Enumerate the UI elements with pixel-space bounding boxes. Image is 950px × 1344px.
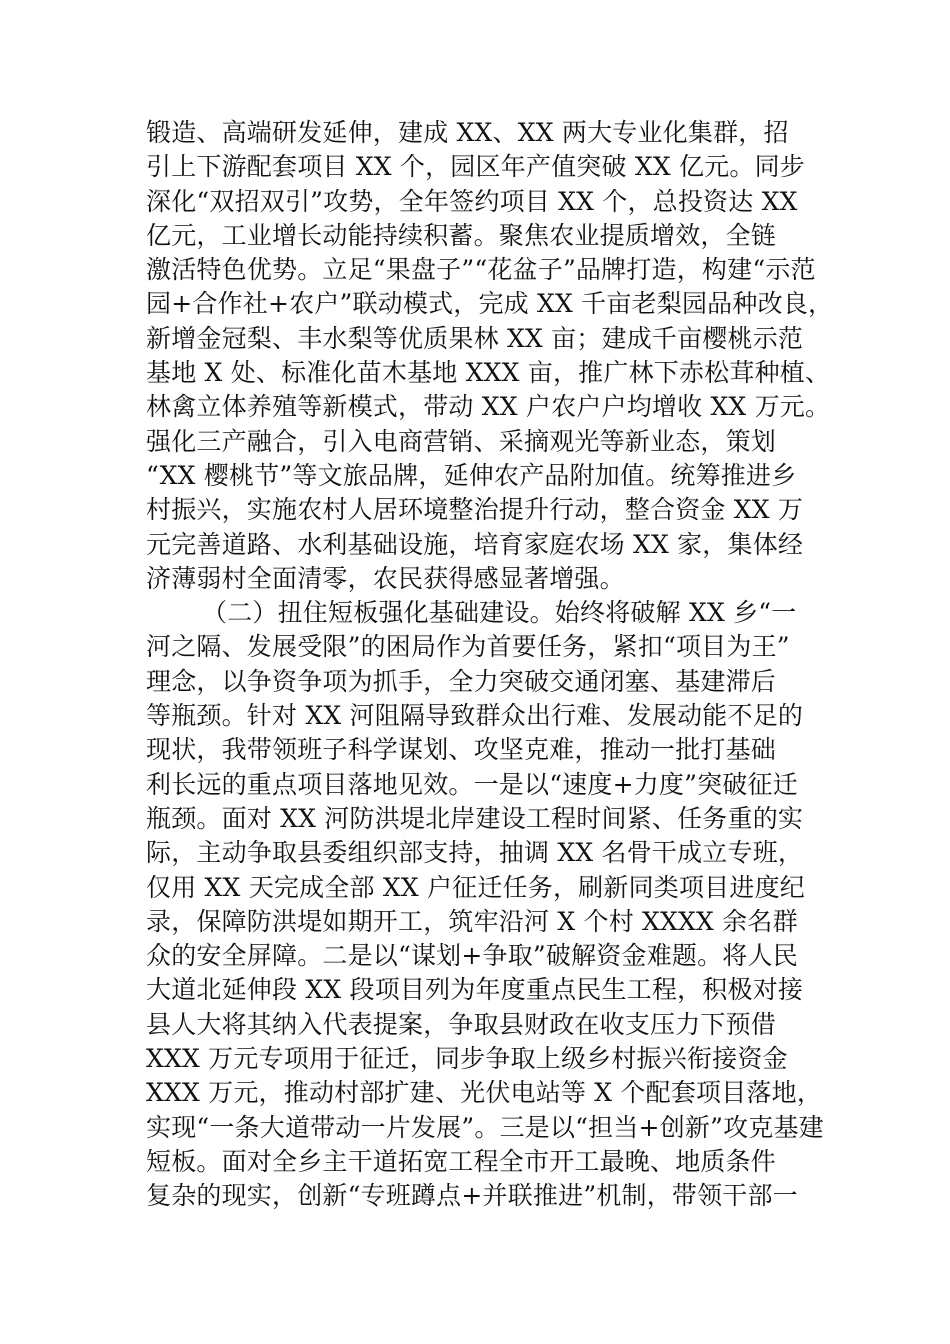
text-line: 基地 X 处、标准化苗木基地 XXX 亩，推广林下赤松茸种植、 xyxy=(146,358,831,388)
text-line: 新增金冠梨、丰水梨等优质果林 XX 亩；建成千亩樱桃示范 xyxy=(146,323,804,353)
text-line: XXX 万元，推动村部扩建、光伏电站等 X 个配套项目落地， xyxy=(146,1078,823,1108)
text-line: 引上下游配套项目 XX 个，园区年产值突破 XX 亿元。同步 xyxy=(146,152,805,182)
text-line: 复杂的现实，创新“专班蹲点+并联推进”机制，带领干部一 xyxy=(146,1181,798,1211)
text-line: 瓶颈。面对 XX 河防洪堤北岸建设工程时间紧、任务重的实 xyxy=(146,803,804,833)
text-line: 园+合作社+农户”联动模式，完成 XX 千亩老梨园品种改良， xyxy=(146,289,834,319)
text-line: 现状，我带领班子科学谋划、攻坚克难，推动一批打基础 xyxy=(146,735,777,765)
text-line: XXX 万元专项用于征迁，同步争取上级乡村振兴衔接资金 xyxy=(146,1044,788,1074)
body-text xyxy=(146,116,846,1214)
text-line: 录，保障防洪堤如期开工，筑牢沿河 X 个村 XXXX 余名群 xyxy=(146,906,798,936)
text-line: 元完善道路、水利基础设施，培育家庭农场 XX 家，集体经 xyxy=(146,529,804,559)
text-line: 际，主动争取县委组织部支持，抽调 XX 名骨干成立专班， xyxy=(146,838,804,868)
text-line: 锻造、高端研发延伸，建成 XX、XX 两大专业化集群，招 xyxy=(146,118,789,147)
text-line: 河之隔、发展受限”的困局作为首要任务，紧扣“项目为王” xyxy=(146,632,790,662)
text-line: 强化三产融合，引入电商营销、采摘观光等新业态，策划 xyxy=(146,426,777,456)
text-line: 深化“双招双引”攻势，全年签约项目 XX 个，总投资达 XX xyxy=(146,186,798,216)
text-line: 实现“一条大道带动一片发展”。三是以“担当+创新”攻克基建 xyxy=(146,1112,824,1142)
text-line: 理念，以争资争项为抓手，全力突破交通闭塞、基建滞后 xyxy=(146,666,777,696)
text-line: 林禽立体养殖等新模式，带动 XX 户农户户均增收 XX 万元。 xyxy=(146,392,831,422)
text-line: 激活特色优势。立足“果盘子”“花盆子”品牌打造，构建“示范 xyxy=(146,255,816,285)
text-line: 大道北延伸段 XX 段项目列为年度重点民生工程，积极对接 xyxy=(146,975,804,1005)
text-line: 县人大将其纳入代表提案，争取县财政在收支压力下预借 xyxy=(146,1009,777,1039)
text-line: 亿元，工业增长动能持续积蓄。聚焦农业提质增效，全链 xyxy=(146,220,777,250)
text-line: 众的安全屏障。二是以“谋划+争取”破解资金难题。将人民 xyxy=(146,941,798,971)
text-line: 利长远的重点项目落地见效。一是以“速度+力度”突破征迁 xyxy=(146,769,798,799)
text-line: 等瓶颈。针对 XX 河阻隔导致群众出行难、发展动能不足的 xyxy=(146,701,804,731)
section-heading-line: （二）扭住短板强化基础建设。始终将破解 XX 乡“一 xyxy=(202,598,797,628)
text-line: 仅用 XX 天完成全部 XX 户征迁任务，刷新同类项目进度纪 xyxy=(146,872,805,902)
text-line: “XX 樱桃节”等文旅品牌，延伸农产品附加值。统筹推进乡 xyxy=(146,460,797,490)
text-line: 短板。面对全乡主干道拓宽工程全市开工最晚、地质条件 xyxy=(146,1146,777,1176)
text-line: 济薄弱村全面清零，农民获得感显著增强。 xyxy=(146,563,625,593)
text-line: 村振兴，实施农村人居环境整治提升行动，整合资金 XX 万 xyxy=(146,495,804,525)
